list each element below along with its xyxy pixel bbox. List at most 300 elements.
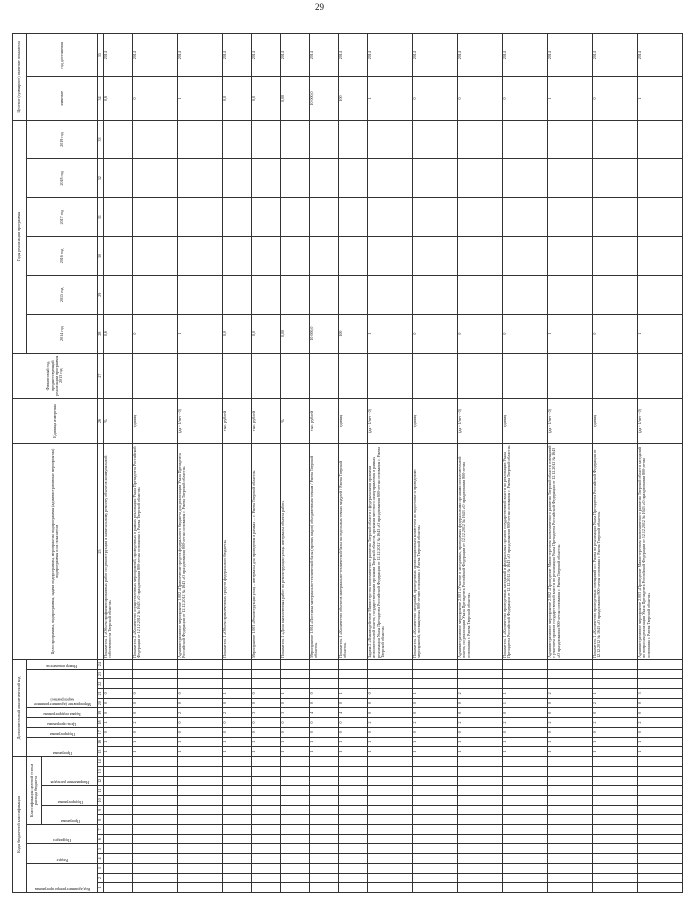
- code-cell: [503, 883, 548, 893]
- analytic-program-header: Программа: [52, 750, 72, 756]
- row-2015: [104, 275, 133, 314]
- code-cell: [133, 766, 178, 776]
- code-cell: 0: [310, 698, 339, 708]
- code-cell: 0: [368, 708, 413, 718]
- code-cell: 2: [503, 718, 548, 728]
- code-cell: [223, 756, 252, 766]
- code-cell: [638, 786, 683, 796]
- row-unit: тыс. рублей: [223, 398, 252, 443]
- code-cell: 2: [548, 718, 593, 728]
- code-cell: [310, 844, 339, 854]
- year-empty-cell: [503, 120, 548, 159]
- column-number: 6: [98, 834, 104, 844]
- year-empty-cell: [133, 159, 178, 198]
- row-target-year: 2014: [223, 34, 252, 77]
- year-empty-cell: [281, 198, 310, 237]
- year-2016-header: 2016 год: [27, 237, 98, 276]
- code-cell: [368, 815, 413, 825]
- row-target-year: 2014: [281, 34, 310, 77]
- row-text: Административное мероприятие 2.003 «Проведение Министерством экономического развития Тверской области заседаний по вопросам реализации Указа Президента Российской Федерации от 12.12.2012 № 1643 «О праздновании 800-летия основания г. Ржева Тверской области»: [638, 444, 683, 660]
- year-empty-cell: [252, 198, 281, 237]
- code-cell: [223, 844, 252, 854]
- code-cell: [310, 766, 339, 776]
- code-cell: [368, 805, 413, 815]
- code-cell: [368, 786, 413, 796]
- code-cell: 0: [223, 718, 252, 728]
- year-empty-cell: [178, 159, 223, 198]
- column-number: 12: [98, 776, 104, 786]
- column-number: 19: [98, 708, 104, 718]
- code-cell: [281, 795, 310, 805]
- code-cell: [310, 805, 339, 815]
- code-cell: 0: [339, 727, 368, 737]
- year-empty-cell: [339, 237, 368, 276]
- code-cell: [133, 756, 178, 766]
- row-target-year: 2014: [104, 34, 133, 77]
- row-unit: %: [104, 398, 133, 443]
- code-cell: [413, 825, 458, 835]
- row-target-value: 0: [593, 77, 638, 120]
- column-number: 16: [98, 737, 104, 747]
- code-cell: [281, 786, 310, 796]
- code-cell: [281, 854, 310, 864]
- code-cell: [368, 659, 413, 669]
- year-empty-cell: [223, 237, 252, 276]
- row-2014: 0,6: [104, 314, 133, 353]
- column-number: 31: [98, 198, 104, 237]
- code-cell: [178, 863, 223, 873]
- code-cell: [593, 805, 638, 815]
- code-cell: 2: [593, 698, 638, 708]
- code-cell: 3: [281, 708, 310, 718]
- column-number: 1: [98, 883, 104, 893]
- code-cell: [458, 756, 503, 766]
- year-empty-cell: [368, 237, 413, 276]
- code-cell: [339, 659, 368, 669]
- year-empty-cell: [252, 159, 281, 198]
- code-cell: [503, 815, 548, 825]
- year-empty-cell: [413, 159, 458, 198]
- year-empty-cell: [104, 159, 133, 198]
- code-cell: [339, 776, 368, 786]
- code-cell: 2: [133, 718, 178, 728]
- code-cell: 0: [133, 689, 178, 699]
- subprogram-header: Подпрограмма: [56, 799, 83, 805]
- row-unit: тыс. рублей: [252, 398, 281, 443]
- analytic-measure-header: Мероприятие (административное мероприятие): [33, 698, 91, 708]
- code-cell: 1: [413, 689, 458, 699]
- code-cell: [223, 873, 252, 883]
- row-base: [458, 353, 503, 398]
- code-cell: [133, 825, 178, 835]
- year-empty-cell: [252, 120, 281, 159]
- code-cell: 1: [133, 737, 178, 747]
- row-2014: 0: [133, 314, 178, 353]
- row-target-value: 0,6: [104, 77, 133, 120]
- code-cell: [104, 815, 133, 825]
- code-cell: 1: [104, 747, 133, 757]
- year-empty-cell: [548, 159, 593, 198]
- code-cell: 1: [133, 747, 178, 757]
- column-number: 35: [98, 34, 104, 77]
- code-cell: 0: [252, 689, 281, 699]
- program-header: Программа: [59, 819, 80, 825]
- code-cell: [281, 776, 310, 786]
- code-cell: [310, 679, 339, 689]
- target-value-header: Целевое (суммарное) значение показателя: [13, 34, 27, 121]
- year-empty-cell: [339, 198, 368, 237]
- year-empty-cell: [638, 237, 683, 276]
- code-cell: [339, 679, 368, 689]
- year-empty-cell: [503, 237, 548, 276]
- row-text: Показатель 1 «Количество проведенных заседаний и федеральных органов государственной власти по реализации Указа Президента Российской Федерации от 12.12.2012 № 1643 «О праздновании 800-летия основания г. Ржева Тверской области»: [503, 444, 548, 660]
- code-cell: [638, 863, 683, 873]
- code-cell: [548, 776, 593, 786]
- code-cell: [104, 795, 133, 805]
- year-empty-cell: [368, 159, 413, 198]
- code-cell: [178, 805, 223, 815]
- table-row: [178, 34, 223, 893]
- code-cell: [281, 834, 310, 844]
- row-2014: 0: [458, 314, 503, 353]
- code-cell: [413, 756, 458, 766]
- code-cell: 0: [503, 727, 548, 737]
- code-cell: [104, 776, 133, 786]
- code-cell: [458, 679, 503, 689]
- code-cell: 1: [178, 747, 223, 757]
- year-empty-cell: [223, 120, 252, 159]
- code-cell: [339, 825, 368, 835]
- code-cell: [133, 659, 178, 669]
- row-2014: 0,0: [223, 314, 252, 353]
- code-cell: 3: [252, 708, 281, 718]
- code-cell: [310, 786, 339, 796]
- row-base: [133, 353, 178, 398]
- row-target-year: 2014: [368, 34, 413, 77]
- code-cell: [368, 844, 413, 854]
- year-2015-header: 2015 год: [27, 275, 98, 314]
- table-row: [104, 34, 133, 893]
- code-cell: 0: [133, 727, 178, 737]
- row-base: [223, 353, 252, 398]
- table-row: [310, 34, 339, 893]
- code-cell: [178, 669, 223, 679]
- code-cell: [252, 659, 281, 669]
- row-target-year: 2014: [638, 34, 683, 77]
- column-number: 11: [98, 786, 104, 796]
- year-empty-cell: [339, 120, 368, 159]
- code-cell: [339, 854, 368, 864]
- code-cell: [413, 834, 458, 844]
- code-cell: [638, 883, 683, 893]
- code-cell: 0: [252, 698, 281, 708]
- code-cell: [503, 834, 548, 844]
- code-cell: 1: [310, 747, 339, 757]
- code-cell: [252, 679, 281, 689]
- row-target-year: 2014: [503, 34, 548, 77]
- row-base: [638, 353, 683, 398]
- table-row: [548, 34, 593, 893]
- code-cell: [593, 844, 638, 854]
- code-cell: [133, 815, 178, 825]
- code-cell: [503, 756, 548, 766]
- code-cell: [548, 863, 593, 873]
- code-cell: [252, 873, 281, 883]
- code-cell: [281, 679, 310, 689]
- code-cell: 1: [593, 737, 638, 747]
- row-2015: [339, 275, 368, 314]
- code-cell: [368, 873, 413, 883]
- row-base: [593, 353, 638, 398]
- year-empty-cell: [310, 237, 339, 276]
- row-base: [548, 353, 593, 398]
- code-cell: [339, 873, 368, 883]
- code-cell: [638, 776, 683, 786]
- code-cell: [310, 854, 339, 864]
- code-cell: 0: [413, 698, 458, 708]
- code-cell: [223, 679, 252, 689]
- code-cell: [104, 883, 133, 893]
- row-target-year: 2014: [252, 34, 281, 77]
- row-target-year: 2014: [133, 34, 178, 77]
- code-cell: [413, 786, 458, 796]
- column-number: 8: [98, 815, 104, 825]
- table-row: [503, 34, 548, 893]
- row-unit: (да - 1/нет - 0): [178, 398, 223, 443]
- code-cell: 0: [339, 718, 368, 728]
- code-cell: [548, 844, 593, 854]
- code-cell: [223, 659, 252, 669]
- row-target-value: 100: [339, 77, 368, 120]
- code-cell: [133, 854, 178, 864]
- row-base: [339, 353, 368, 398]
- code-cell: 1: [178, 737, 223, 747]
- code-cell: [133, 795, 178, 805]
- code-cell: 0: [178, 718, 223, 728]
- row-unit: (да - 1/нет - 0): [368, 398, 413, 443]
- row-text: Показатель 1 «Доля выполненных работ по реконструкции улиц» интервалы объекта работ»: [281, 444, 310, 660]
- code-cell: [223, 883, 252, 893]
- year-empty-cell: [281, 159, 310, 198]
- code-cell: [413, 854, 458, 864]
- year-empty-cell: [281, 120, 310, 159]
- code-cell: [104, 679, 133, 689]
- code-cell: 1: [310, 737, 339, 747]
- code-cell: [593, 756, 638, 766]
- code-cell: [638, 679, 683, 689]
- table-row: [458, 34, 503, 893]
- code-cell: [104, 863, 133, 873]
- code-cell: [178, 756, 223, 766]
- column-number: 34: [98, 77, 104, 120]
- row-2014: 1: [178, 314, 223, 353]
- code-cell: [252, 786, 281, 796]
- table-row: [339, 34, 368, 893]
- code-cell: [593, 679, 638, 689]
- row-unit: единиц: [503, 398, 548, 443]
- code-cell: [413, 659, 458, 669]
- year-empty-cell: [413, 237, 458, 276]
- direction-header: Направление расходов: [50, 780, 89, 786]
- code-cell: 1: [339, 747, 368, 757]
- row-target-year: 2014: [548, 34, 593, 77]
- code-cell: [503, 844, 548, 854]
- code-cell: [223, 825, 252, 835]
- row-target-year: 2014: [339, 34, 368, 77]
- code-cell: 0: [593, 708, 638, 718]
- row-2015: [503, 275, 548, 314]
- code-cell: 0: [178, 689, 223, 699]
- code-cell: [638, 795, 683, 805]
- code-cell: 1: [252, 737, 281, 747]
- row-2015: [281, 275, 310, 314]
- code-cell: [413, 863, 458, 873]
- code-cell: [104, 873, 133, 883]
- code-cell: 0: [281, 727, 310, 737]
- code-cell: [252, 834, 281, 844]
- code-cell: [281, 883, 310, 893]
- code-cell: [593, 825, 638, 835]
- column-number: 30: [98, 237, 104, 276]
- financing-header: Финансовый год, предшествующий реализации программы 2013 год: [13, 353, 98, 398]
- code-cell: [458, 883, 503, 893]
- row-unit: единиц: [133, 398, 178, 443]
- code-cell: 1: [503, 698, 548, 708]
- code-cell: [638, 669, 683, 679]
- code-cell: [178, 883, 223, 893]
- code-cell: [223, 834, 252, 844]
- code-cell: 1: [638, 737, 683, 747]
- code-cell: [252, 805, 281, 815]
- code-cell: 0: [104, 689, 133, 699]
- year-empty-cell: [593, 159, 638, 198]
- code-cell: [339, 786, 368, 796]
- code-cell: [310, 863, 339, 873]
- code-cell: 2: [368, 718, 413, 728]
- year-empty-cell: [413, 120, 458, 159]
- row-2014: 0: [413, 314, 458, 353]
- row-2015: [413, 275, 458, 314]
- code-cell: 0: [281, 698, 310, 708]
- year-empty-cell: [178, 237, 223, 276]
- code-cell: [339, 756, 368, 766]
- year-empty-cell: [548, 237, 593, 276]
- code-cell: [548, 659, 593, 669]
- code-cell: 2: [548, 689, 593, 699]
- code-cell: [178, 844, 223, 854]
- row-target-year: 2014: [178, 34, 223, 77]
- year-empty-cell: [638, 120, 683, 159]
- analytic-task-header: Задача подпрограммы: [43, 712, 81, 718]
- code-cell: [593, 854, 638, 864]
- row-2015: [458, 275, 503, 314]
- code-cell: [413, 776, 458, 786]
- row-2015: [178, 275, 223, 314]
- year-empty-cell: [458, 159, 503, 198]
- column-number: 15: [98, 747, 104, 757]
- code-cell: [368, 825, 413, 835]
- code-cell: 1: [503, 737, 548, 747]
- code-cell: 1: [593, 747, 638, 757]
- code-cell: [548, 825, 593, 835]
- code-cell: [310, 659, 339, 669]
- row-2015: [310, 275, 339, 314]
- table-row: [252, 34, 281, 893]
- code-cell: [310, 795, 339, 805]
- year-2019-header: 2019 год: [27, 120, 98, 159]
- analytic-indicator-header: Номер показателя: [46, 663, 78, 669]
- table-row: [368, 34, 413, 893]
- analytic-subprogram-header: Подпрограмма: [49, 731, 75, 737]
- code-cell: 1: [548, 737, 593, 747]
- code-cell: [503, 669, 548, 679]
- code-cell: [413, 805, 458, 815]
- year-2018-header: 2018 год: [27, 159, 98, 198]
- row-2015: [368, 275, 413, 314]
- code-cell: [339, 863, 368, 873]
- code-cell: [458, 844, 503, 854]
- code-cell: 1: [252, 747, 281, 757]
- code-cell: [339, 795, 368, 805]
- code-cell: [133, 834, 178, 844]
- code-cell: [281, 756, 310, 766]
- year-empty-cell: [310, 159, 339, 198]
- row-2015: [638, 275, 683, 314]
- code-cell: [503, 786, 548, 796]
- code-cell: [458, 786, 503, 796]
- row-2014: 1: [548, 314, 593, 353]
- code-cell: [178, 679, 223, 689]
- row-text: Показатель 1 «Количество проведенных совещаний и г. Ржева по реализации Указа Президента Российской Федерации от 12.12.2012 № 1643 «О праздновании 800-летия основания г. Ржева Тверской области»: [593, 444, 638, 660]
- rotated-table-page: [12, 28, 651, 893]
- code-cell: [310, 815, 339, 825]
- code-cell: 4: [310, 708, 339, 718]
- code-cell: [548, 883, 593, 893]
- code-cell: 0: [548, 698, 593, 708]
- code-cell: 0: [413, 708, 458, 718]
- code-cell: 1: [223, 737, 252, 747]
- code-cell: [368, 854, 413, 864]
- code-cell: 0: [368, 727, 413, 737]
- code-cell: [638, 834, 683, 844]
- code-cell: 0: [310, 718, 339, 728]
- code-cell: 1: [339, 689, 368, 699]
- code-cell: [503, 825, 548, 835]
- code-cell: [593, 883, 638, 893]
- code-cell: [339, 844, 368, 854]
- code-cell: [133, 786, 178, 796]
- row-text: Показатель 1 «Объем привлеченных средств федерального бюджета»: [223, 444, 252, 660]
- code-cell: 0: [458, 727, 503, 737]
- code-cell: 0: [310, 727, 339, 737]
- year-empty-cell: [548, 120, 593, 159]
- row-target-value: 0,0: [223, 77, 252, 120]
- code-cell: [638, 756, 683, 766]
- year-empty-cell: [133, 237, 178, 276]
- subsection-header: Подраздел: [53, 838, 71, 844]
- row-target-value: 0: [458, 77, 503, 120]
- year-empty-cell: [223, 198, 252, 237]
- code-cell: [133, 669, 178, 679]
- code-cell: [548, 669, 593, 679]
- code-cell: [252, 776, 281, 786]
- code-cell: 0: [503, 708, 548, 718]
- code-cell: [548, 786, 593, 796]
- column-number: 5: [98, 844, 104, 854]
- row-text: Показатель 1 «Объем профинансированных работ по реконструкции и капитальному ремонту объектов коммунальной собственности Тверской области»: [104, 444, 133, 660]
- row-base: [310, 353, 339, 398]
- code-cell: [548, 815, 593, 825]
